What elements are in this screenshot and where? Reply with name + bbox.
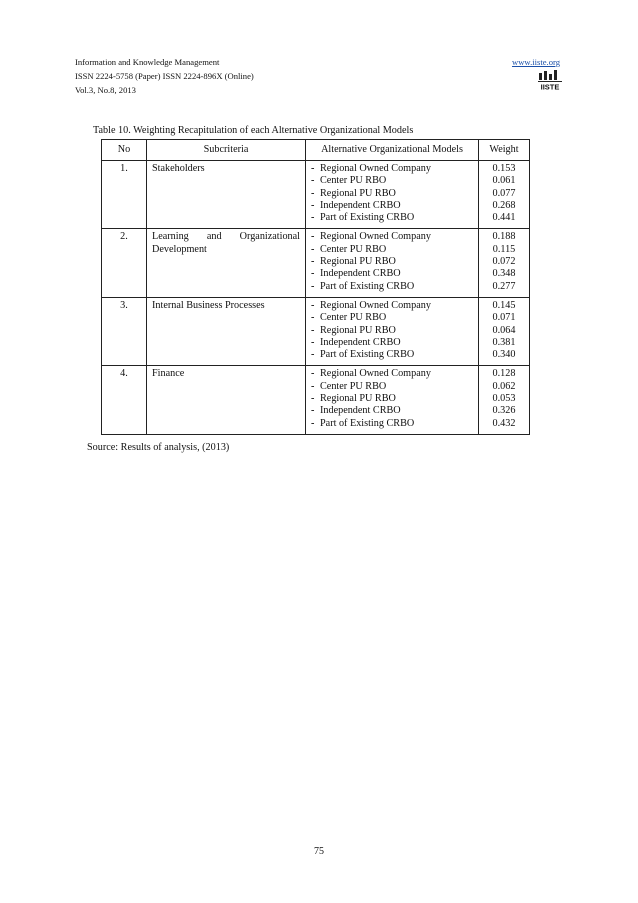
iiste-logo-icon bbox=[538, 70, 562, 90]
bullet-dash: - bbox=[311, 324, 315, 336]
bullet-dash: - bbox=[311, 199, 315, 211]
bullet-dash: - bbox=[311, 280, 315, 292]
table-row bbox=[102, 297, 530, 365]
subcriteria-cell: Finance bbox=[147, 366, 306, 434]
header-alternatives: Alternative Organizational Models bbox=[306, 140, 479, 161]
alternative-label: Part of Existing CRBO bbox=[320, 417, 415, 429]
weight-value: 0.115 bbox=[492, 243, 516, 255]
journal-header bbox=[75, 55, 254, 97]
weight-value: 0.326 bbox=[492, 405, 516, 417]
weight-value: 0.340 bbox=[492, 349, 516, 361]
alternative-item bbox=[311, 281, 473, 293]
alternative-label: Part of Existing CRBO bbox=[320, 349, 415, 361]
bullet-dash: - bbox=[311, 380, 315, 392]
weight-value: 0.061 bbox=[492, 175, 516, 187]
bullet-dash: - bbox=[311, 163, 315, 174]
bullet-dash: - bbox=[311, 368, 315, 380]
bullet-dash: - bbox=[311, 299, 315, 311]
bullet-dash: - bbox=[311, 256, 315, 268]
row-number: 1. bbox=[102, 161, 147, 229]
alternative-item bbox=[311, 368, 473, 380]
alternatives-cell bbox=[306, 366, 479, 434]
weight-value: 0.077 bbox=[492, 187, 516, 199]
bullet-dash: - bbox=[311, 405, 315, 417]
alternative-label: Regional PU RBO bbox=[320, 393, 396, 405]
alternatives-cell bbox=[306, 229, 479, 297]
subcriteria-cell: Stakeholders bbox=[147, 161, 306, 229]
weight-value: 0.441 bbox=[492, 212, 516, 224]
alternative-label: Regional PU RBO bbox=[320, 187, 396, 199]
header-subcriteria: Subcriteria bbox=[147, 140, 306, 161]
weight-value: 0.062 bbox=[492, 380, 516, 392]
weight-value: 0.432 bbox=[492, 417, 516, 429]
bullet-dash: - bbox=[311, 243, 315, 255]
alternative-label: Independent CRBO bbox=[320, 405, 401, 417]
svg-text:IISTE: IISTE bbox=[540, 82, 560, 90]
alternative-item bbox=[311, 200, 473, 212]
alternative-label: Part of Existing CRBO bbox=[320, 212, 415, 224]
bullet-dash: - bbox=[311, 175, 315, 187]
bullet-dash: - bbox=[311, 212, 315, 224]
weight-value: 0.153 bbox=[492, 163, 516, 174]
header-no: No bbox=[102, 140, 147, 161]
subcriteria-cell: Internal Business Processes bbox=[147, 297, 306, 365]
weighting-table bbox=[101, 139, 530, 435]
alternative-label: Regional Owned Company bbox=[320, 368, 431, 380]
weights-cell bbox=[479, 366, 530, 434]
alternative-label: Center PU RBO bbox=[320, 175, 387, 187]
alternative-item bbox=[311, 188, 473, 200]
bullet-dash: - bbox=[311, 417, 315, 429]
bullet-dash: - bbox=[311, 336, 315, 348]
weight-value: 0.145 bbox=[492, 299, 516, 311]
source-note: Source: Results of analysis, (2013) bbox=[87, 442, 230, 453]
alternatives-cell bbox=[306, 161, 479, 229]
alternative-label: Independent CRBO bbox=[320, 336, 401, 348]
alternative-label: Regional PU RBO bbox=[320, 324, 396, 336]
weight-value: 0.053 bbox=[492, 393, 516, 405]
alternative-item bbox=[311, 268, 473, 280]
bullet-dash: - bbox=[311, 187, 315, 199]
table-body bbox=[102, 161, 530, 435]
alternative-label: Regional PU RBO bbox=[320, 256, 396, 268]
alternative-label: Regional Owned Company bbox=[320, 231, 431, 243]
journal-volume: Vol.3, No.8, 2013 bbox=[75, 85, 136, 95]
alternative-label: Regional Owned Company bbox=[320, 299, 431, 311]
weight-value: 0.072 bbox=[492, 256, 516, 268]
alternative-item bbox=[311, 393, 473, 405]
journal-issn: ISSN 2224-5758 (Paper) ISSN 2224-896X (Online) bbox=[75, 71, 254, 81]
weight-value: 0.268 bbox=[492, 199, 516, 211]
table-caption: Table 10. Weighting Recapitulation of each Alternative Organizational Models bbox=[93, 125, 414, 136]
weight-value: 0.064 bbox=[492, 324, 516, 336]
alternative-label: Center PU RBO bbox=[320, 380, 387, 392]
weights-cell bbox=[479, 297, 530, 365]
alternative-item bbox=[311, 300, 473, 312]
alternative-label: Center PU RBO bbox=[320, 243, 387, 255]
alternative-item bbox=[311, 256, 473, 268]
bullet-dash: - bbox=[311, 268, 315, 280]
alternative-item bbox=[311, 418, 473, 430]
alternative-item bbox=[311, 381, 473, 393]
bullet-dash: - bbox=[311, 393, 315, 405]
table-row bbox=[102, 366, 530, 434]
subcriteria-cell: Learning and Organizational Development bbox=[147, 229, 306, 297]
row-number: 3. bbox=[102, 297, 147, 365]
alternative-label: Regional Owned Company bbox=[320, 163, 431, 174]
alternative-label: Independent CRBO bbox=[320, 199, 401, 211]
alternative-item bbox=[311, 349, 473, 361]
alternative-item bbox=[311, 212, 473, 224]
weight-value: 0.188 bbox=[492, 231, 516, 243]
alternative-item bbox=[311, 231, 473, 243]
row-number: 4. bbox=[102, 366, 147, 434]
weight-value: 0.348 bbox=[492, 268, 516, 280]
journal-title: Information and Knowledge Management bbox=[75, 57, 220, 67]
header-weight: Weight bbox=[479, 140, 530, 161]
weight-value: 0.277 bbox=[492, 280, 516, 292]
bullet-dash: - bbox=[311, 312, 315, 324]
alternative-item bbox=[311, 175, 473, 187]
bullet-dash: - bbox=[311, 231, 315, 243]
weights-cell bbox=[479, 229, 530, 297]
table-header-row bbox=[102, 140, 530, 161]
alternative-item bbox=[311, 163, 473, 175]
alternative-label: Part of Existing CRBO bbox=[320, 280, 415, 292]
alternatives-cell bbox=[306, 297, 479, 365]
page-number: 75 bbox=[314, 846, 324, 857]
alternative-item bbox=[311, 337, 473, 349]
row-number: 2. bbox=[102, 229, 147, 297]
website-link[interactable]: www.iiste.org bbox=[512, 57, 560, 67]
alternative-label: Center PU RBO bbox=[320, 312, 387, 324]
weight-value: 0.128 bbox=[492, 368, 516, 380]
weight-value: 0.071 bbox=[492, 312, 516, 324]
weight-value: 0.381 bbox=[492, 336, 516, 348]
alternative-item bbox=[311, 325, 473, 337]
alternative-item bbox=[311, 244, 473, 256]
weights-cell bbox=[479, 161, 530, 229]
table-row bbox=[102, 161, 530, 229]
alternative-item bbox=[311, 312, 473, 324]
table-row bbox=[102, 229, 530, 297]
bullet-dash: - bbox=[311, 349, 315, 361]
alternative-item bbox=[311, 405, 473, 417]
alternative-label: Independent CRBO bbox=[320, 268, 401, 280]
